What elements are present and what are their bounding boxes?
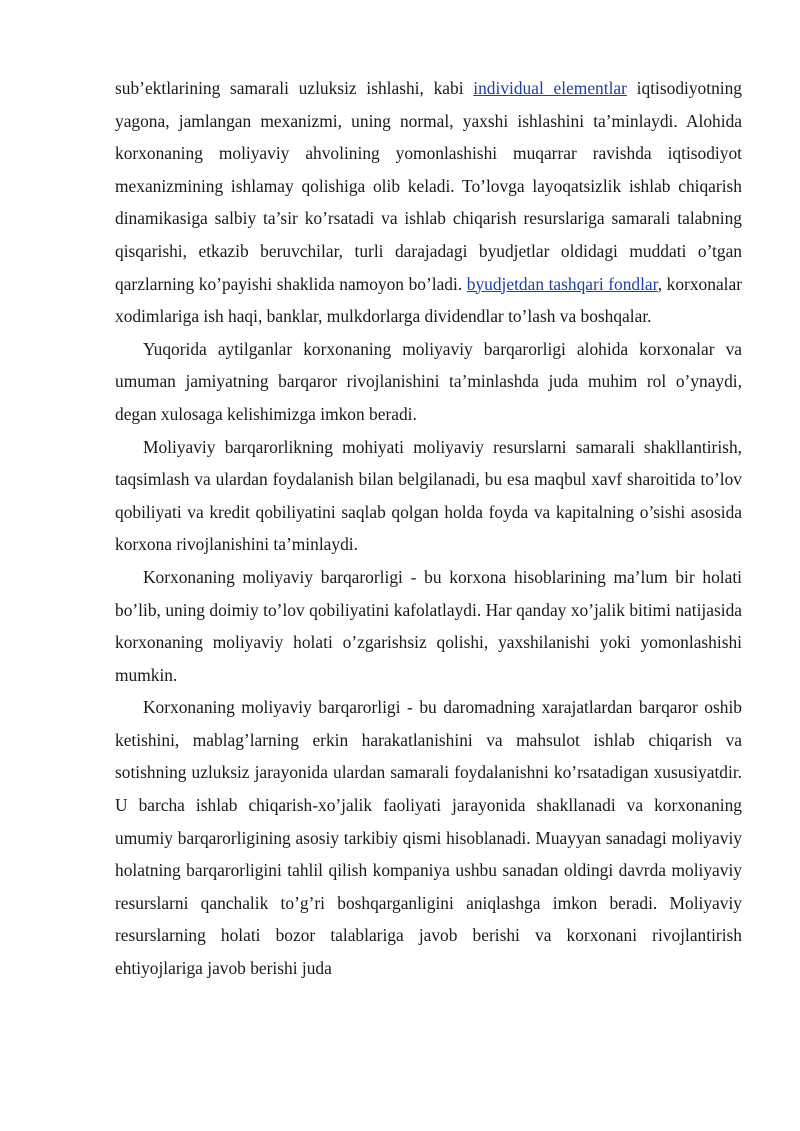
link-individual-elementlar[interactable]: individual elementlar: [473, 78, 627, 98]
paragraph-text: sub’ektlarining samarali uzluksiz ishlashi, kabi: [115, 78, 474, 98]
paragraph-1: [115, 72, 742, 333]
paragraph-text: , korxonalar xodimlariga ish haqi, banklar, mulkdorlarga dividendlar to’lash va boshqalar.: [115, 273, 742, 327]
paragraph-text: Korxonaning moliyaviy barqarorligi - bu daromadning xarajatlardan barqaror oshib ketishini, mablag’larning erkin harakatlanishini va mahsulot ishlab chiqarish va sotishning uzluksiz jarayonida ulardan samarali foydalanishni ko’rsatadigan xususiyatdir. U barcha ishlab chiqarish-xo’jalik faoliyati jarayonida shakllanadi va korxonaning umumiy barqarorligining asosiy tarkibiy qismi hisoblanadi. Muayyan sanadagi moliyaviy holatning barqarorligini tahlil qilish kompaniya ushbu sanadan oldingi davrda moliyaviy resurslarni qanchalik to’g’ri boshqarganligini aniqlashga imkon beradi. Moliyaviy resurslarning holati bozor talablariga javob berishi va korxonani rivojlantirish ehtiyojlariga javob berishi juda: [115, 697, 742, 979]
paragraph-text: iqtisodiyotning yagona, jamlangan mexanizmi, uning normal, yaxshi ishlashini ta’minlaydi. Alohida korxonaning moliyaviy ahvolining yomonlashishi muqarrar ravishda iqtisodiyot mexanizmining ishlamay qolishiga olib keladi. To’lovga layoqatsizlik ishlab chiqarish dinamikasiga salbiy ta’sir ko’rsatadi va ishlab chiqarish resurslariga samarali talabning qisqarishi, etkazib beruvchilar, turli darajadagi byudjetlar oldidagi muddati o’tgan qarzlarning ko’payishi shaklida namoyon bo’ladi.: [115, 78, 742, 294]
paragraph-text: Moliyaviy barqarorlikning mohiyati moliyaviy resurslarni samarali shakllantirish, taqsimlash va ulardan foydalanish bilan belgilanadi, bu esa maqbul xavf sharoitida to’lov qobiliyati va kredit qobiliyatini saqlab qolgan holda foyda va kapitalning o’sishi asosida korxona rivojlanishini ta’minlaydi.: [115, 436, 742, 555]
paragraph-text: Korxonaning moliyaviy barqarorligi - bu korxona hisoblarining ma’lum bir holati bo’lib, uning doimiy to’lov qobiliyatini kafolatlaydi. Har qanday xo’jalik bitimi natijasida korxonaning moliyaviy holati o’zgarishsiz qolishi, yaxshilanishi yoki yomonlashishi mumkin.: [115, 566, 742, 685]
paragraph-3: [115, 431, 742, 561]
link-byudjetdan-tashqari-fondlar[interactable]: byudjetdan tashqari fondlar: [466, 273, 658, 294]
paragraph-5: [115, 691, 742, 984]
paragraph-4: [115, 561, 742, 691]
paragraph-2: [115, 333, 742, 431]
paragraph-text: Yuqorida aytilganlar korxonaning moliyaviy barqarorligi alohida korxonalar va umuman jamiyatning barqaror rivojlanishini ta’minlashda juda muhim rol o’ynaydi, degan xulosaga kelishimizga imkon beradi.: [115, 338, 742, 424]
document-page: [115, 72, 742, 985]
